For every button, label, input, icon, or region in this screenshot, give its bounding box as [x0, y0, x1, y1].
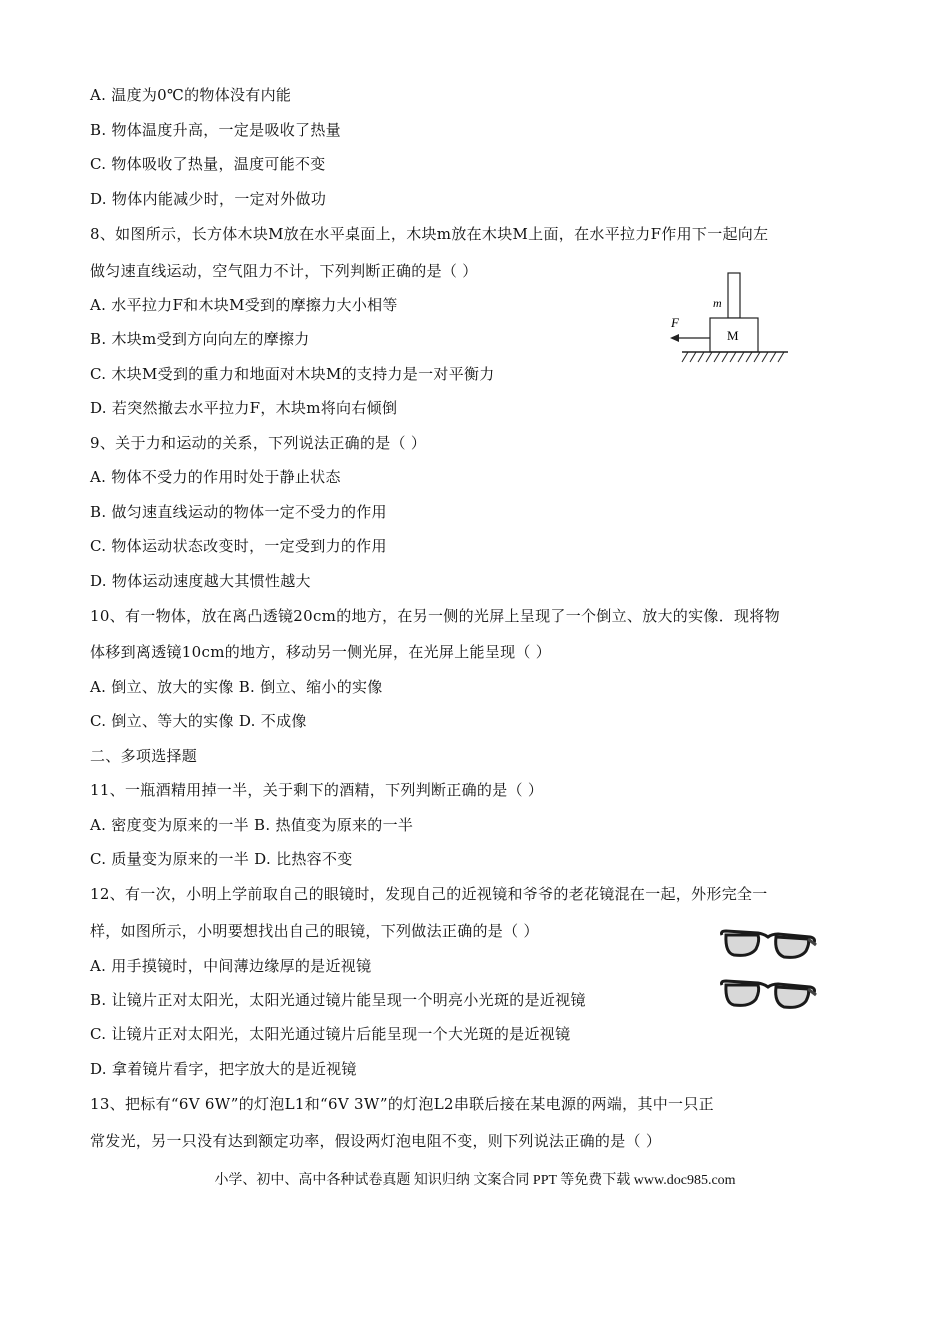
question-8-stem-1: 8、如图所示，长方体木块M放在水平桌面上，木块m放在木块M上面，在水平拉力F作用下一起向左 — [90, 225, 769, 243]
section-heading: 二、多项选择题 — [90, 747, 198, 765]
options-11ab: A. 密度变为原来的一半 B. 热值变为原来的一半 — [90, 816, 414, 834]
option-12b: B. 让镜片正对太阳光，太阳光通过镜片能呈现一个明亮小光斑的是近视镜 — [90, 991, 586, 1009]
option-7a: A. 温度为0℃的物体没有内能 — [90, 86, 292, 104]
small-block-m — [728, 273, 740, 318]
option-7d: D. 物体内能减少时，一定对外做功 — [90, 190, 327, 208]
option-8b: B. 木块m受到方向向左的摩擦力 — [90, 330, 310, 348]
glasses-icon — [718, 925, 818, 967]
option-8c: C. 木块M受到的重力和地面对木块M的支持力是一对平衡力 — [90, 365, 495, 383]
option-9d: D. 物体运动速度越大其惯性越大 — [90, 572, 311, 590]
question-10-stem-1: 10、有一物体，放在离凸透镜20cm的地方，在另一侧的光屏上呈现了一个倒立、放大的实像．现将物 — [90, 607, 780, 625]
question-12-stem-2: 样，如图所示，小明要想找出自己的眼镜，下列做法正确的是（ ） — [90, 922, 539, 940]
glasses-icon — [718, 975, 818, 1017]
option-12a: A. 用手摸镜时，中间薄边缘厚的是近视镜 — [90, 957, 372, 975]
question-11-stem: 11、一瓶酒精用掉一半，关于剩下的酒精，下列判断正确的是（ ） — [90, 781, 544, 799]
page-footer: 小学、初中、高中各种试卷真题 知识归纳 文案合同 PPT 等免费下载 www.doc985.com — [214, 1173, 736, 1188]
option-8d: D. 若突然撤去水平拉力F，木块m将向右倾倒 — [90, 399, 398, 417]
option-8a: A. 水平拉力F和木块M受到的摩擦力大小相等 — [90, 296, 398, 314]
option-9c: C. 物体运动状态改变时，一定受到力的作用 — [90, 537, 387, 555]
options-11cd: C. 质量变为原来的一半 D. 比热容不变 — [90, 850, 353, 868]
question-10-stem-2: 体移到离透镜10cm的地方，移动另一侧光屏，在光屏上能呈现（ ） — [90, 643, 552, 661]
blocks-force-diagram — [668, 270, 790, 370]
ground-hatching — [682, 352, 784, 362]
question-8-stem-2: 做匀速直线运动，空气阻力不计，下列判断正确的是（ ） — [90, 262, 478, 280]
force-label: F — [671, 315, 679, 330]
option-7b: B. 物体温度升高，一定是吸收了热量 — [90, 121, 341, 139]
question-13-stem-2: 常发光，另一只没有达到额定功率，假设两灯泡电阻不变，则下列说法正确的是（ ） — [90, 1132, 662, 1150]
question-13-stem-1: 13、把标有“6V 6W”的灯泡L1和“6V 3W”的灯泡L2串联后接在某电源的两端，其中一只正 — [90, 1095, 714, 1113]
option-9a: A. 物体不受力的作用时处于静止状态 — [90, 468, 341, 486]
option-7c: C. 物体吸收了热量，温度可能不变 — [90, 155, 326, 173]
question-12-stem-1: 12、有一次，小明上学前取自己的眼镜时，发现自己的近视镜和爷爷的老花镜混在一起，外形完全一 — [90, 885, 768, 903]
force-arrow-head — [670, 334, 679, 342]
options-10ab: A. 倒立、放大的实像 B. 倒立、缩小的实像 — [90, 678, 383, 696]
large-block-label: M — [727, 328, 739, 343]
small-block-label: m — [713, 296, 722, 310]
option-12c: C. 让镜片正对太阳光，太阳光通过镜片后能呈现一个大光斑的是近视镜 — [90, 1025, 571, 1043]
option-9b: B. 做匀速直线运动的物体一定不受力的作用 — [90, 503, 387, 521]
option-12d: D. 拿着镜片看字，把字放大的是近视镜 — [90, 1060, 357, 1078]
question-9-stem: 9、关于力和运动的关系，下列说法正确的是（ ） — [90, 434, 427, 452]
options-10cd: C. 倒立、等大的实像 D. 不成像 — [90, 712, 307, 730]
